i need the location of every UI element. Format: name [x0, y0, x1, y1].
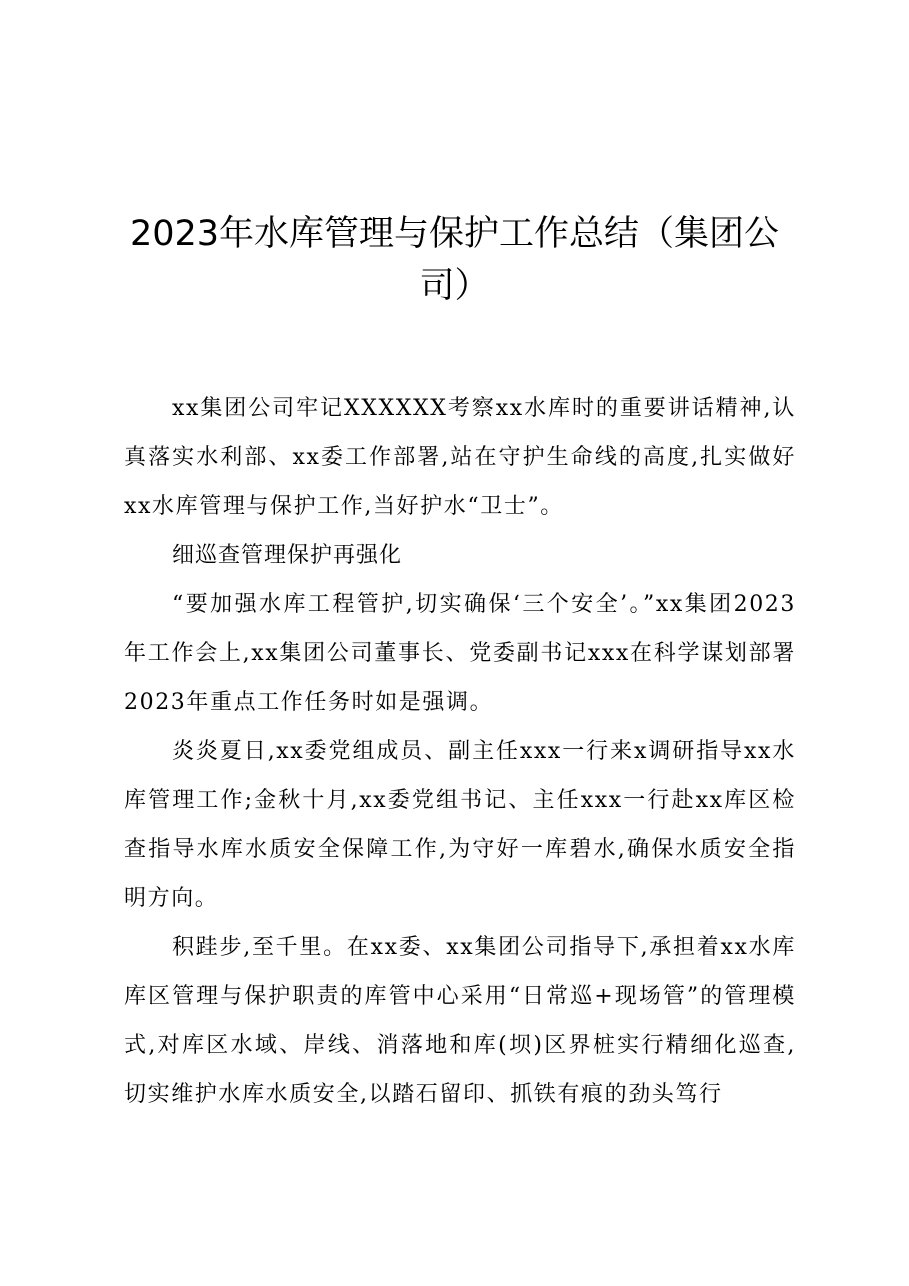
paragraph-quote: “要加强水库工程管护,切实确保‘三个安全’。”xx集团2023年工作会上,xx集团公司董事长、党委副书记xxx在科学谋划部署2023年重点工作任务时如是强调。	[124, 592, 796, 715]
paragraph-intro: xx集团公司牢记XXXXXX考察xx水库时的重要讲话精神,认真落实水利部、xx委工作部署,站在守护生命线的高度,扎实做好xx水库管理与保护工作,当好护水“卫士”。	[124, 396, 796, 519]
section-heading: 细巡查管理保护再强化	[172, 543, 403, 568]
document-body	[124, 384, 796, 1119]
paragraph-management-mode: 积跬步,至千里。在xx委、xx集团公司指导下,承担着xx水库库区管理与保护职责的库管中心采用“日常巡+现场管”的管理模式,对库区水域、岸线、消落地和库(坝)区界桩实行精细化巡查,切实维护水库水质安全,以踏石留印、抓铁有痕的劲头笃行	[124, 935, 796, 1107]
document-title: 2023年水库管理与保护工作总结（集团公司）	[129, 214, 780, 306]
paragraph-inspections: 炎炎夏日,xx委党组成员、副主任xxx一行来x调研指导xx水库管理工作;金秋十月,xx委党组书记、主任xxx一行赴xx库区检查指导水库水质安全保障工作,为守好一库碧水,确保水质安全指明方向。	[124, 739, 796, 911]
